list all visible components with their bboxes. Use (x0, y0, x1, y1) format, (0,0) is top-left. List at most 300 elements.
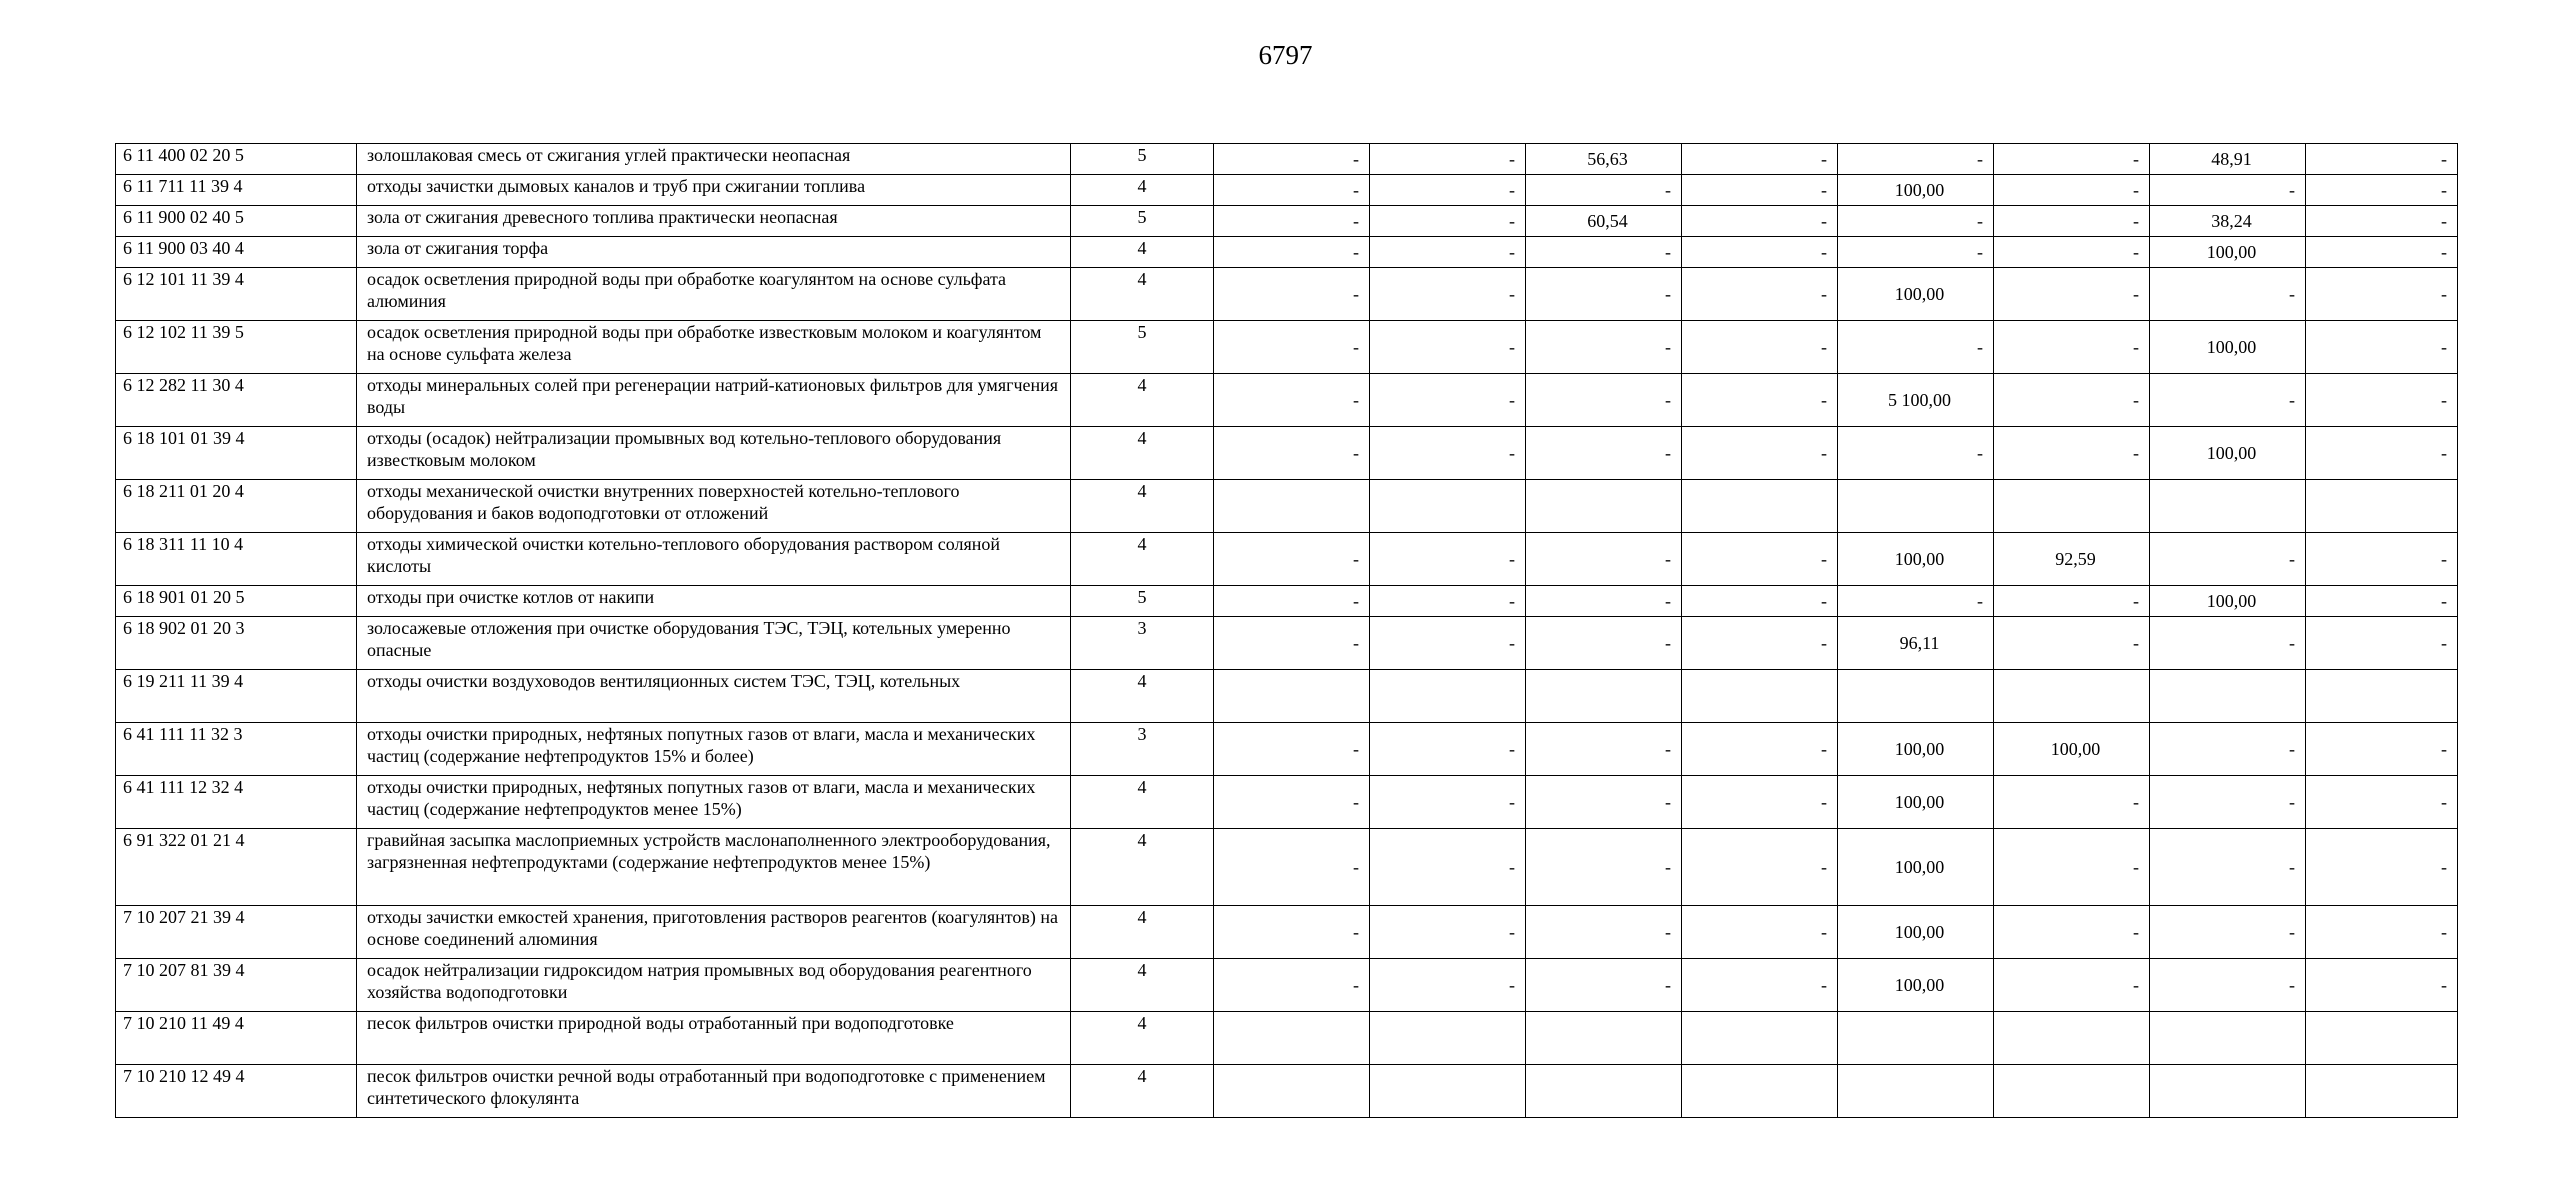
value-dash: - (1821, 591, 1827, 611)
waste-name-cell: отходы очистки природных, нефтяных попутных газов от влаги, масла и механических частиц (содержание нефтепродуктов менее 15%) (357, 776, 1071, 829)
value-number: 60,54 (1587, 211, 1628, 231)
value-dash: - (2289, 284, 2295, 304)
value-cell (1682, 533, 1838, 586)
value-dash: - (1821, 149, 1827, 169)
hazard-class-cell: 5 (1071, 206, 1214, 237)
value-dash: - (1665, 739, 1671, 759)
hazard-class-cell: 5 (1071, 586, 1214, 617)
value-dash: - (1353, 739, 1359, 759)
value-number: 100,00 (1894, 739, 1945, 759)
value-dash: - (1509, 739, 1515, 759)
value-dash: - (1821, 390, 1827, 410)
waste-name-cell: гравийная засыпка маслоприемных устройств маслонаполненного электрооборудования, загрязненная нефтепродуктами (содержание нефтепродуктов менее 15%) (357, 829, 1071, 906)
value-cell (1370, 776, 1526, 829)
value-cell (1838, 723, 1994, 776)
value-cell (1370, 237, 1526, 268)
value-cell (1214, 237, 1370, 268)
value-cell (1838, 374, 1994, 427)
value-cell (1214, 670, 1370, 723)
value-cell (1526, 1065, 1682, 1118)
value-cell (2306, 427, 2458, 480)
value-cell (2150, 670, 2306, 723)
value-dash: - (1821, 739, 1827, 759)
value-dash: - (1821, 792, 1827, 812)
waste-code-cell: 6 18 211 01 20 4 (116, 480, 357, 533)
value-number: 100,00 (1894, 975, 1945, 995)
value-dash: - (1821, 242, 1827, 262)
value-cell (1526, 1012, 1682, 1065)
waste-code-cell: 6 18 311 11 10 4 (116, 533, 357, 586)
value-dash: - (2441, 633, 2447, 653)
value-cell (2306, 268, 2458, 321)
value-cell (1370, 1012, 1526, 1065)
value-number: 92,59 (2055, 549, 2096, 569)
value-dash: - (1509, 149, 1515, 169)
value-dash: - (1353, 975, 1359, 995)
value-dash: - (1353, 443, 1359, 463)
value-dash: - (1353, 390, 1359, 410)
value-dash: - (1821, 922, 1827, 942)
value-dash: - (2133, 591, 2139, 611)
value-dash: - (2441, 975, 2447, 995)
value-dash: - (1509, 242, 1515, 262)
value-dash: - (2441, 857, 2447, 877)
value-dash: - (2289, 549, 2295, 569)
value-cell (1214, 723, 1370, 776)
waste-code-cell: 6 11 400 02 20 5 (116, 144, 357, 175)
value-dash: - (1509, 337, 1515, 357)
value-cell (2150, 237, 2306, 268)
value-cell (1682, 906, 1838, 959)
table-row (116, 1065, 2458, 1118)
waste-code-cell: 7 10 210 11 49 4 (116, 1012, 357, 1065)
value-cell (1994, 723, 2150, 776)
waste-code-cell: 6 18 902 01 20 3 (116, 617, 357, 670)
value-cell (1994, 321, 2150, 374)
table-row (116, 374, 2458, 427)
value-cell (1526, 175, 1682, 206)
value-cell (1994, 144, 2150, 175)
value-dash: - (1353, 792, 1359, 812)
value-cell (2150, 533, 2306, 586)
value-dash: - (1665, 857, 1671, 877)
value-cell (1526, 617, 1682, 670)
value-dash: - (1665, 242, 1671, 262)
hazard-class-cell: 4 (1071, 829, 1214, 906)
waste-name-cell: осадок нейтрализации гидроксидом натрия промывных вод оборудования реагентного хозяйства водоподготовки (357, 959, 1071, 1012)
value-cell (1994, 237, 2150, 268)
value-dash: - (2133, 443, 2139, 463)
value-dash: - (2133, 337, 2139, 357)
value-dash: - (2133, 922, 2139, 942)
waste-code-cell: 6 91 322 01 21 4 (116, 829, 357, 906)
value-dash: - (2441, 443, 2447, 463)
value-number: 100,00 (1894, 284, 1945, 304)
value-cell (2306, 829, 2458, 906)
value-cell (2150, 480, 2306, 533)
value-cell (1994, 586, 2150, 617)
value-cell (1214, 268, 1370, 321)
value-number: 5 100,00 (1888, 390, 1951, 410)
value-cell (2150, 723, 2306, 776)
value-cell (2150, 374, 2306, 427)
table-row (116, 959, 2458, 1012)
value-dash: - (2289, 792, 2295, 812)
value-cell (1526, 829, 1682, 906)
value-cell (1838, 321, 1994, 374)
value-cell (1214, 617, 1370, 670)
hazard-class-cell: 4 (1071, 906, 1214, 959)
table-row (116, 480, 2458, 533)
waste-code-cell: 6 12 282 11 30 4 (116, 374, 357, 427)
value-cell (1682, 1065, 1838, 1118)
value-cell (1838, 533, 1994, 586)
value-cell (1838, 670, 1994, 723)
value-cell (1214, 1065, 1370, 1118)
value-dash: - (1821, 549, 1827, 569)
value-dash: - (1821, 857, 1827, 877)
value-number: 100,00 (2206, 337, 2257, 357)
value-cell (1526, 586, 1682, 617)
table-body (116, 144, 2458, 1118)
value-cell (1994, 533, 2150, 586)
value-cell (1682, 959, 1838, 1012)
value-cell (2150, 206, 2306, 237)
value-number: 38,24 (2211, 211, 2252, 231)
value-cell (1526, 723, 1682, 776)
value-dash: - (1977, 149, 1983, 169)
value-number: 100,00 (2206, 242, 2257, 262)
table-row (116, 268, 2458, 321)
value-dash: - (1665, 180, 1671, 200)
value-dash: - (1509, 211, 1515, 231)
value-cell (2150, 776, 2306, 829)
value-cell (1526, 480, 1682, 533)
value-dash: - (2133, 211, 2139, 231)
value-dash: - (1353, 857, 1359, 877)
value-cell (1370, 533, 1526, 586)
value-dash: - (1665, 633, 1671, 653)
table-row (116, 586, 2458, 617)
value-cell (1838, 906, 1994, 959)
value-cell (1214, 959, 1370, 1012)
waste-code-cell: 6 41 111 11 32 3 (116, 723, 357, 776)
waste-name-cell: отходы при очистке котлов от накипи (357, 586, 1071, 617)
value-cell (2150, 1012, 2306, 1065)
waste-code-cell: 7 10 207 81 39 4 (116, 959, 357, 1012)
table-row (116, 237, 2458, 268)
value-number: 96,11 (1899, 633, 1940, 653)
hazard-class-cell: 4 (1071, 533, 1214, 586)
waste-code-cell: 6 12 101 11 39 4 (116, 268, 357, 321)
value-dash: - (2441, 549, 2447, 569)
value-dash: - (1509, 922, 1515, 942)
value-cell (1838, 237, 1994, 268)
value-cell (2150, 268, 2306, 321)
value-cell (1994, 617, 2150, 670)
value-cell (2306, 617, 2458, 670)
value-cell (1682, 723, 1838, 776)
value-dash: - (2441, 739, 2447, 759)
value-cell (1682, 480, 1838, 533)
value-cell (1838, 427, 1994, 480)
hazard-class-cell: 4 (1071, 268, 1214, 321)
waste-code-cell: 7 10 210 12 49 4 (116, 1065, 357, 1118)
value-dash: - (2289, 739, 2295, 759)
value-dash: - (2441, 337, 2447, 357)
value-dash: - (1353, 180, 1359, 200)
value-cell (2306, 237, 2458, 268)
value-dash: - (2133, 390, 2139, 410)
value-dash: - (1353, 591, 1359, 611)
value-dash: - (1977, 337, 1983, 357)
value-number: 100,00 (2206, 443, 2257, 463)
value-cell (1526, 427, 1682, 480)
value-dash: - (2289, 857, 2295, 877)
value-dash: - (1509, 857, 1515, 877)
value-dash: - (2441, 390, 2447, 410)
value-dash: - (2133, 975, 2139, 995)
value-cell (2306, 906, 2458, 959)
waste-code-cell: 6 11 900 02 40 5 (116, 206, 357, 237)
value-cell (1214, 1012, 1370, 1065)
value-dash: - (1353, 149, 1359, 169)
table-row (116, 206, 2458, 237)
value-cell (1994, 1065, 2150, 1118)
value-cell (2150, 617, 2306, 670)
waste-name-cell: золошлаковая смесь от сжигания углей практически неопасная (357, 144, 1071, 175)
value-cell (1526, 906, 1682, 959)
hazard-class-cell: 4 (1071, 427, 1214, 480)
value-dash: - (2133, 242, 2139, 262)
value-number: 100,00 (1894, 549, 1945, 569)
table-row (116, 144, 2458, 175)
waste-name-cell: зола от сжигания торфа (357, 237, 1071, 268)
value-cell (1682, 374, 1838, 427)
value-number: 100,00 (1894, 857, 1945, 877)
value-dash: - (2133, 284, 2139, 304)
value-cell (1526, 321, 1682, 374)
hazard-class-cell: 4 (1071, 776, 1214, 829)
value-dash: - (1353, 633, 1359, 653)
hazard-class-cell: 3 (1071, 617, 1214, 670)
hazard-class-cell: 4 (1071, 175, 1214, 206)
hazard-class-cell: 4 (1071, 670, 1214, 723)
value-dash: - (2441, 180, 2447, 200)
value-cell (1370, 427, 1526, 480)
waste-code-cell: 6 11 711 11 39 4 (116, 175, 357, 206)
hazard-class-cell: 4 (1071, 237, 1214, 268)
waste-code-cell: 6 12 102 11 39 5 (116, 321, 357, 374)
waste-table-wrapper (115, 143, 2458, 1118)
waste-name-cell: золосажевые отложения при очистке оборудования ТЭС, ТЭЦ, котельных умеренно опасные (357, 617, 1071, 670)
waste-code-cell: 6 18 101 01 39 4 (116, 427, 357, 480)
value-cell (1370, 906, 1526, 959)
value-dash: - (2289, 390, 2295, 410)
waste-name-cell: осадок осветления природной воды при обработке известковым молоком и коагулянтом на основе сульфата железа (357, 321, 1071, 374)
value-dash: - (1509, 443, 1515, 463)
value-cell (2306, 776, 2458, 829)
waste-name-cell: отходы очистки природных, нефтяных попутных газов от влаги, масла и механических частиц (содержание нефтепродуктов 15% и более) (357, 723, 1071, 776)
waste-table (115, 143, 2458, 1118)
table-row (116, 670, 2458, 723)
value-cell (1370, 175, 1526, 206)
value-cell (1682, 776, 1838, 829)
value-dash: - (1509, 284, 1515, 304)
value-dash: - (1977, 211, 1983, 231)
value-dash: - (1353, 284, 1359, 304)
value-number: 100,00 (1894, 922, 1945, 942)
waste-name-cell: отходы (осадок) нейтрализации промывных вод котельно-теплового оборудования известковым молоком (357, 427, 1071, 480)
value-dash: - (1509, 549, 1515, 569)
value-cell (1994, 670, 2150, 723)
value-cell (1526, 144, 1682, 175)
value-cell (1526, 670, 1682, 723)
value-dash: - (1665, 390, 1671, 410)
value-dash: - (1821, 180, 1827, 200)
value-cell (1682, 144, 1838, 175)
value-number: 100,00 (1894, 180, 1945, 200)
value-cell (1214, 586, 1370, 617)
value-dash: - (2441, 792, 2447, 812)
value-cell (1838, 144, 1994, 175)
value-cell (2306, 670, 2458, 723)
value-cell (2306, 586, 2458, 617)
hazard-class-cell: 4 (1071, 374, 1214, 427)
value-dash: - (2289, 180, 2295, 200)
value-dash: - (1665, 591, 1671, 611)
waste-code-cell: 6 19 211 11 39 4 (116, 670, 357, 723)
value-cell (2150, 321, 2306, 374)
value-cell (1682, 175, 1838, 206)
value-cell (1214, 427, 1370, 480)
value-dash: - (2133, 792, 2139, 812)
value-cell (1370, 374, 1526, 427)
value-dash: - (1665, 922, 1671, 942)
value-cell (2306, 1012, 2458, 1065)
value-cell (1838, 776, 1994, 829)
value-cell (1370, 670, 1526, 723)
value-cell (2150, 829, 2306, 906)
value-cell (1994, 175, 2150, 206)
value-cell (2150, 427, 2306, 480)
value-dash: - (1821, 443, 1827, 463)
value-number: 100,00 (2050, 739, 2101, 759)
value-dash: - (1509, 633, 1515, 653)
value-cell (1214, 776, 1370, 829)
value-dash: - (1509, 591, 1515, 611)
value-cell (1214, 374, 1370, 427)
value-cell (2306, 321, 2458, 374)
hazard-class-cell: 4 (1071, 480, 1214, 533)
table-row (116, 321, 2458, 374)
value-cell (1370, 617, 1526, 670)
value-dash: - (1509, 975, 1515, 995)
value-cell (2306, 175, 2458, 206)
value-cell (1214, 829, 1370, 906)
value-cell (1526, 206, 1682, 237)
value-dash: - (2133, 633, 2139, 653)
value-cell (1370, 1065, 1526, 1118)
value-cell (1682, 586, 1838, 617)
value-cell (1214, 906, 1370, 959)
value-dash: - (1509, 180, 1515, 200)
waste-code-cell: 6 41 111 12 32 4 (116, 776, 357, 829)
value-cell (1994, 480, 2150, 533)
value-dash: - (2441, 591, 2447, 611)
value-cell (1526, 237, 1682, 268)
hazard-class-cell: 4 (1071, 1065, 1214, 1118)
value-cell (1838, 829, 1994, 906)
value-number: 56,63 (1587, 149, 1628, 169)
value-cell (1370, 829, 1526, 906)
hazard-class-cell: 4 (1071, 1012, 1214, 1065)
value-cell (1370, 586, 1526, 617)
hazard-class-cell: 4 (1071, 959, 1214, 1012)
value-dash: - (1821, 633, 1827, 653)
table-row (116, 1012, 2458, 1065)
value-dash: - (1821, 975, 1827, 995)
value-cell (1214, 321, 1370, 374)
value-cell (2306, 723, 2458, 776)
value-cell (1370, 268, 1526, 321)
value-dash: - (2441, 284, 2447, 304)
table-row (116, 829, 2458, 906)
value-cell (1214, 175, 1370, 206)
value-cell (2306, 206, 2458, 237)
value-cell (2150, 586, 2306, 617)
value-cell (1682, 829, 1838, 906)
value-dash: - (1977, 242, 1983, 262)
value-dash: - (1665, 975, 1671, 995)
value-dash: - (2133, 149, 2139, 169)
value-dash: - (1353, 337, 1359, 357)
value-cell (1526, 959, 1682, 1012)
value-cell (1214, 144, 1370, 175)
value-cell (1214, 533, 1370, 586)
value-cell (1838, 268, 1994, 321)
waste-name-cell: отходы зачистки емкостей хранения, приготовления растворов реагентов (коагулянтов) на основе соединений алюминия (357, 906, 1071, 959)
value-cell (2150, 144, 2306, 175)
value-dash: - (2441, 922, 2447, 942)
waste-name-cell: отходы минеральных солей при регенерации натрий-катионовых фильтров для умягчения воды (357, 374, 1071, 427)
value-cell (1994, 776, 2150, 829)
value-dash: - (2133, 180, 2139, 200)
value-dash: - (1665, 284, 1671, 304)
hazard-class-cell: 5 (1071, 321, 1214, 374)
value-cell (1994, 374, 2150, 427)
value-cell (2306, 533, 2458, 586)
value-cell (1682, 1012, 1838, 1065)
value-cell (1994, 206, 2150, 237)
value-cell (1526, 268, 1682, 321)
value-dash: - (1665, 337, 1671, 357)
value-dash: - (1665, 549, 1671, 569)
value-cell (1838, 175, 1994, 206)
value-cell (1682, 321, 1838, 374)
waste-code-cell: 6 18 901 01 20 5 (116, 586, 357, 617)
waste-name-cell: зола от сжигания древесного топлива практически неопасная (357, 206, 1071, 237)
value-cell (1682, 617, 1838, 670)
value-cell (1214, 480, 1370, 533)
value-dash: - (2289, 975, 2295, 995)
value-cell (1838, 959, 1994, 1012)
value-cell (1370, 206, 1526, 237)
value-cell (1994, 906, 2150, 959)
waste-name-cell: песок фильтров очистки речной воды отработанный при водоподготовке с применением синтетического флокулянта (357, 1065, 1071, 1118)
value-cell (2150, 1065, 2306, 1118)
hazard-class-cell: 5 (1071, 144, 1214, 175)
